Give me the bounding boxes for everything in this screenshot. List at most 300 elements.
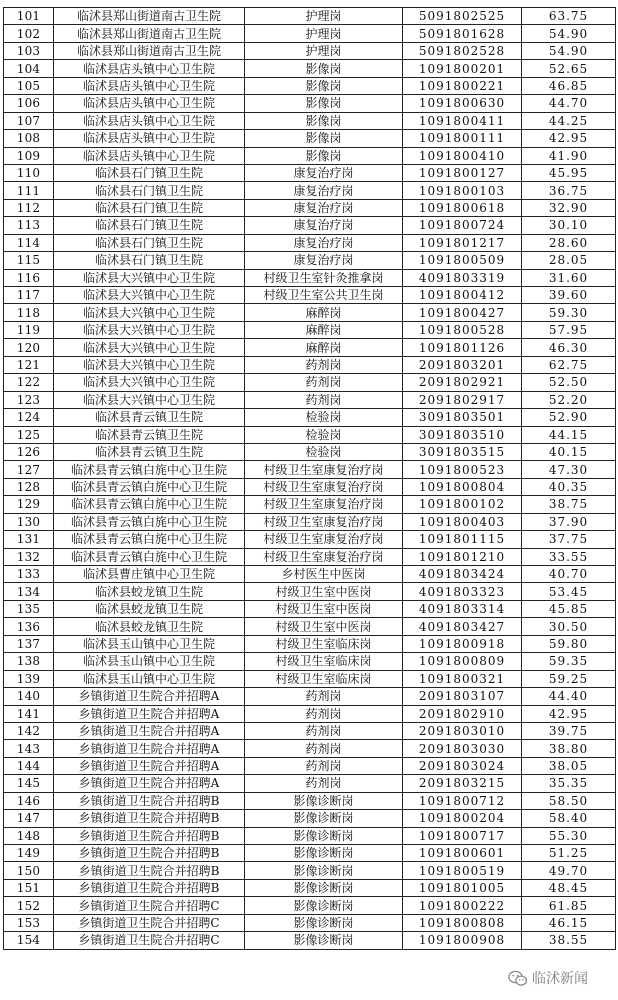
institution-cell: 临沭县郑山街道南古卫生院 <box>54 8 245 25</box>
table-row <box>4 932 616 949</box>
table-row <box>4 426 616 443</box>
exam-id-cell: 2091802921 <box>403 374 522 391</box>
row-number: 135 <box>4 600 54 617</box>
exam-id-cell: 2091803215 <box>403 775 522 792</box>
institution-cell: 临沭县青云镇卫生院 <box>54 426 245 443</box>
score-table-body <box>4 8 616 950</box>
score-cell: 37.90 <box>522 513 616 530</box>
table-row <box>4 757 616 774</box>
position-cell: 影像诊断岗 <box>245 897 403 914</box>
position-cell: 村级卫生室康复治疗岗 <box>245 548 403 565</box>
watermark-text: 临沭新闻 <box>532 971 588 987</box>
score-cell: 57.95 <box>522 321 616 338</box>
score-cell: 58.40 <box>522 810 616 827</box>
position-cell: 影像岗 <box>245 77 403 94</box>
table-row <box>4 653 616 670</box>
row-number: 147 <box>4 810 54 827</box>
score-cell: 59.35 <box>522 653 616 670</box>
position-cell: 村级卫生室临床岗 <box>245 670 403 687</box>
exam-id-cell: 1091800918 <box>403 635 522 652</box>
position-cell: 村级卫生室康复治疗岗 <box>245 461 403 478</box>
score-cell: 38.80 <box>522 740 616 757</box>
exam-id-cell: 1091801005 <box>403 879 522 896</box>
position-cell: 检验岗 <box>245 426 403 443</box>
exam-id-cell: 1091800509 <box>403 252 522 269</box>
table-row <box>4 95 616 112</box>
position-cell: 村级卫生室临床岗 <box>245 653 403 670</box>
institution-cell: 临沭县石门镇卫生院 <box>54 234 245 251</box>
row-number: 134 <box>4 583 54 600</box>
exam-id-cell: 1091800111 <box>403 130 522 147</box>
institution-cell: 临沭县青云镇白旄中心卫生院 <box>54 478 245 495</box>
institution-cell: 乡镇街道卫生院合并招聘A <box>54 688 245 705</box>
exam-id-cell: 1091801217 <box>403 234 522 251</box>
score-cell: 49.70 <box>522 862 616 879</box>
score-table <box>3 7 616 950</box>
row-number: 152 <box>4 897 54 914</box>
exam-id-cell: 1091800321 <box>403 670 522 687</box>
position-cell: 乡村医生中医岗 <box>245 566 403 583</box>
row-number: 123 <box>4 391 54 408</box>
row-number: 105 <box>4 77 54 94</box>
row-number: 124 <box>4 409 54 426</box>
table-row <box>4 25 616 42</box>
position-cell: 康复治疗岗 <box>245 164 403 181</box>
row-number: 125 <box>4 426 54 443</box>
score-cell: 40.15 <box>522 443 616 460</box>
exam-id-cell: 1091800630 <box>403 95 522 112</box>
row-number: 137 <box>4 635 54 652</box>
institution-cell: 临沭县大兴镇中心卫生院 <box>54 356 245 373</box>
table-row <box>4 478 616 495</box>
table-row <box>4 217 616 234</box>
row-number: 130 <box>4 513 54 530</box>
score-cell: 51.25 <box>522 845 616 862</box>
exam-id-cell: 1091800618 <box>403 199 522 216</box>
position-cell: 村级卫生室中医岗 <box>245 600 403 617</box>
table-row <box>4 775 616 792</box>
exam-id-cell: 2091802917 <box>403 391 522 408</box>
exam-id-cell: 1091800724 <box>403 217 522 234</box>
score-cell: 44.15 <box>522 426 616 443</box>
exam-id-cell: 4091803314 <box>403 600 522 617</box>
institution-cell: 临沭县大兴镇中心卫生院 <box>54 391 245 408</box>
exam-id-cell: 2091803010 <box>403 722 522 739</box>
institution-cell: 临沭县店头镇中心卫生院 <box>54 112 245 129</box>
score-cell: 39.60 <box>522 287 616 304</box>
position-cell: 影像岗 <box>245 130 403 147</box>
row-number: 117 <box>4 287 54 304</box>
row-number: 119 <box>4 321 54 338</box>
table-row <box>4 391 616 408</box>
exam-id-cell: 1091800601 <box>403 845 522 862</box>
row-number: 110 <box>4 164 54 181</box>
exam-id-cell: 2091803024 <box>403 757 522 774</box>
table-row <box>4 670 616 687</box>
position-cell: 检验岗 <box>245 409 403 426</box>
exam-id-cell: 3091803515 <box>403 443 522 460</box>
score-cell: 38.75 <box>522 496 616 513</box>
position-cell: 影像岗 <box>245 147 403 164</box>
exam-id-cell: 2091803030 <box>403 740 522 757</box>
table-row <box>4 740 616 757</box>
position-cell: 村级卫生室康复治疗岗 <box>245 478 403 495</box>
score-cell: 35.35 <box>522 775 616 792</box>
exam-id-cell: 1091800201 <box>403 60 522 77</box>
row-number: 103 <box>4 42 54 59</box>
table-row <box>4 147 616 164</box>
position-cell: 药剂岗 <box>245 775 403 792</box>
score-cell: 33.55 <box>522 548 616 565</box>
row-number: 104 <box>4 60 54 77</box>
exam-id-cell: 3091803501 <box>403 409 522 426</box>
score-cell: 38.05 <box>522 757 616 774</box>
exam-id-cell: 2091802910 <box>403 705 522 722</box>
score-cell: 53.45 <box>522 583 616 600</box>
row-number: 136 <box>4 618 54 635</box>
institution-cell: 临沭县店头镇中心卫生院 <box>54 77 245 94</box>
exam-id-cell: 1091800410 <box>403 147 522 164</box>
institution-cell: 临沭县郑山街道南古卫生院 <box>54 42 245 59</box>
score-cell: 28.60 <box>522 234 616 251</box>
position-cell: 药剂岗 <box>245 374 403 391</box>
exam-id-cell: 1091800717 <box>403 827 522 844</box>
row-number: 151 <box>4 879 54 896</box>
position-cell: 麻醉岗 <box>245 321 403 338</box>
score-cell: 52.50 <box>522 374 616 391</box>
table-row <box>4 688 616 705</box>
position-cell: 影像诊断岗 <box>245 845 403 862</box>
institution-cell: 临沭县郑山街道南古卫生院 <box>54 25 245 42</box>
table-row <box>4 827 616 844</box>
exam-id-cell: 1091800808 <box>403 914 522 931</box>
table-row <box>4 339 616 356</box>
score-cell: 32.90 <box>522 199 616 216</box>
institution-cell: 临沭县石门镇卫生院 <box>54 217 245 234</box>
table-row <box>4 199 616 216</box>
row-number: 139 <box>4 670 54 687</box>
exam-id-cell: 1091800412 <box>403 287 522 304</box>
exam-id-cell: 1091800103 <box>403 182 522 199</box>
row-number: 132 <box>4 548 54 565</box>
table-row <box>4 269 616 286</box>
table-row <box>4 879 616 896</box>
row-number: 142 <box>4 722 54 739</box>
row-number: 108 <box>4 130 54 147</box>
score-cell: 40.35 <box>522 478 616 495</box>
institution-cell: 临沭县大兴镇中心卫生院 <box>54 339 245 356</box>
exam-id-cell: 1091800523 <box>403 461 522 478</box>
position-cell: 影像岗 <box>245 60 403 77</box>
position-cell: 康复治疗岗 <box>245 234 403 251</box>
position-cell: 药剂岗 <box>245 688 403 705</box>
exam-id-cell: 2091803201 <box>403 356 522 373</box>
row-number: 126 <box>4 443 54 460</box>
score-cell: 59.25 <box>522 670 616 687</box>
exam-id-cell: 4091803424 <box>403 566 522 583</box>
score-cell: 37.75 <box>522 531 616 548</box>
position-cell: 村级卫生室针灸推拿岗 <box>245 269 403 286</box>
exam-id-cell: 5091801628 <box>403 25 522 42</box>
row-number: 144 <box>4 757 54 774</box>
score-cell: 59.30 <box>522 304 616 321</box>
institution-cell: 乡镇街道卫生院合并招聘A <box>54 757 245 774</box>
institution-cell: 临沭县大兴镇中心卫生院 <box>54 321 245 338</box>
score-cell: 44.40 <box>522 688 616 705</box>
institution-cell: 临沭县石门镇卫生院 <box>54 252 245 269</box>
table-row <box>4 164 616 181</box>
institution-cell: 乡镇街道卫生院合并招聘C <box>54 932 245 949</box>
position-cell: 药剂岗 <box>245 705 403 722</box>
table-row <box>4 130 616 147</box>
score-cell: 38.55 <box>522 932 616 949</box>
exam-id-cell: 2091803107 <box>403 688 522 705</box>
institution-cell: 临沭县玉山镇中心卫生院 <box>54 653 245 670</box>
position-cell: 护理岗 <box>245 42 403 59</box>
position-cell: 康复治疗岗 <box>245 182 403 199</box>
institution-cell: 乡镇街道卫生院合并招聘A <box>54 775 245 792</box>
score-cell: 45.95 <box>522 164 616 181</box>
exam-id-cell: 1091800127 <box>403 164 522 181</box>
institution-cell: 临沭县蛟龙镇卫生院 <box>54 583 245 600</box>
score-cell: 41.90 <box>522 147 616 164</box>
institution-cell: 临沭县蛟龙镇卫生院 <box>54 600 245 617</box>
position-cell: 护理岗 <box>245 8 403 25</box>
table-row <box>4 897 616 914</box>
position-cell: 影像诊断岗 <box>245 932 403 949</box>
row-number: 113 <box>4 217 54 234</box>
position-cell: 药剂岗 <box>245 740 403 757</box>
score-cell: 54.90 <box>522 42 616 59</box>
score-cell: 45.85 <box>522 600 616 617</box>
position-cell: 影像诊断岗 <box>245 914 403 931</box>
exam-id-cell: 1091800427 <box>403 304 522 321</box>
position-cell: 康复治疗岗 <box>245 252 403 269</box>
institution-cell: 临沭县青云镇卫生院 <box>54 409 245 426</box>
position-cell: 康复治疗岗 <box>245 199 403 216</box>
table-row <box>4 583 616 600</box>
institution-cell: 乡镇街道卫生院合并招聘B <box>54 827 245 844</box>
institution-cell: 乡镇街道卫生院合并招聘B <box>54 792 245 809</box>
exam-id-cell: 1091800804 <box>403 478 522 495</box>
position-cell: 影像诊断岗 <box>245 810 403 827</box>
score-cell: 42.95 <box>522 130 616 147</box>
score-cell: 52.65 <box>522 60 616 77</box>
table-row <box>4 810 616 827</box>
exam-id-cell: 1091800204 <box>403 810 522 827</box>
row-number: 115 <box>4 252 54 269</box>
institution-cell: 乡镇街道卫生院合并招聘B <box>54 810 245 827</box>
institution-cell: 临沭县店头镇中心卫生院 <box>54 147 245 164</box>
table-row <box>4 531 616 548</box>
table-row <box>4 845 616 862</box>
institution-cell: 临沭县石门镇卫生院 <box>54 164 245 181</box>
position-cell: 影像岗 <box>245 95 403 112</box>
institution-cell: 乡镇街道卫生院合并招聘A <box>54 740 245 757</box>
row-number: 101 <box>4 8 54 25</box>
position-cell: 影像岗 <box>245 112 403 129</box>
row-number: 145 <box>4 775 54 792</box>
institution-cell: 临沭县青云镇白旄中心卫生院 <box>54 461 245 478</box>
score-cell: 61.85 <box>522 897 616 914</box>
exam-id-cell: 4091803427 <box>403 618 522 635</box>
row-number: 120 <box>4 339 54 356</box>
table-row <box>4 374 616 391</box>
table-row <box>4 705 616 722</box>
table-row <box>4 722 616 739</box>
institution-cell: 临沭县青云镇白旄中心卫生院 <box>54 496 245 513</box>
row-number: 143 <box>4 740 54 757</box>
table-row <box>4 566 616 583</box>
table-row <box>4 287 616 304</box>
table-row <box>4 60 616 77</box>
row-number: 129 <box>4 496 54 513</box>
score-cell: 44.70 <box>522 95 616 112</box>
row-number: 118 <box>4 304 54 321</box>
position-cell: 药剂岗 <box>245 356 403 373</box>
table-row <box>4 409 616 426</box>
score-cell: 46.30 <box>522 339 616 356</box>
position-cell: 药剂岗 <box>245 391 403 408</box>
table-row <box>4 496 616 513</box>
position-cell: 药剂岗 <box>245 757 403 774</box>
table-row <box>4 461 616 478</box>
institution-cell: 乡镇街道卫生院合并招聘C <box>54 897 245 914</box>
table-row <box>4 77 616 94</box>
institution-cell: 临沭县曹庄镇中心卫生院 <box>54 566 245 583</box>
table-row <box>4 234 616 251</box>
score-cell: 36.75 <box>522 182 616 199</box>
row-number: 133 <box>4 566 54 583</box>
row-number: 149 <box>4 845 54 862</box>
position-cell: 村级卫生室中医岗 <box>245 583 403 600</box>
score-cell: 52.20 <box>522 391 616 408</box>
position-cell: 影像诊断岗 <box>245 862 403 879</box>
institution-cell: 临沭县玉山镇中心卫生院 <box>54 635 245 652</box>
score-cell: 58.50 <box>522 792 616 809</box>
position-cell: 麻醉岗 <box>245 339 403 356</box>
position-cell: 村级卫生室康复治疗岗 <box>245 513 403 530</box>
row-number: 146 <box>4 792 54 809</box>
exam-id-cell: 1091800102 <box>403 496 522 513</box>
score-cell: 30.10 <box>522 217 616 234</box>
table-row <box>4 252 616 269</box>
table-row <box>4 618 616 635</box>
institution-cell: 临沭县店头镇中心卫生院 <box>54 95 245 112</box>
institution-cell: 临沭县蛟龙镇卫生院 <box>54 618 245 635</box>
score-cell: 31.60 <box>522 269 616 286</box>
position-cell: 影像诊断岗 <box>245 792 403 809</box>
row-number: 128 <box>4 478 54 495</box>
exam-id-cell: 1091800222 <box>403 897 522 914</box>
score-cell: 52.90 <box>522 409 616 426</box>
exam-id-cell: 1091800809 <box>403 653 522 670</box>
exam-id-cell: 1091800712 <box>403 792 522 809</box>
table-row <box>4 862 616 879</box>
institution-cell: 临沭县石门镇卫生院 <box>54 182 245 199</box>
position-cell: 药剂岗 <box>245 722 403 739</box>
score-cell: 54.90 <box>522 25 616 42</box>
institution-cell: 乡镇街道卫生院合并招聘C <box>54 914 245 931</box>
table-row <box>4 914 616 931</box>
institution-cell: 临沭县石门镇卫生院 <box>54 199 245 216</box>
position-cell: 护理岗 <box>245 25 403 42</box>
institution-cell: 临沭县大兴镇中心卫生院 <box>54 287 245 304</box>
table-row <box>4 792 616 809</box>
row-number: 131 <box>4 531 54 548</box>
institution-cell: 临沭县玉山镇中心卫生院 <box>54 670 245 687</box>
exam-id-cell: 5091802525 <box>403 8 522 25</box>
score-cell: 40.70 <box>522 566 616 583</box>
row-number: 116 <box>4 269 54 286</box>
position-cell: 检验岗 <box>245 443 403 460</box>
exam-id-cell: 1091801126 <box>403 339 522 356</box>
row-number: 138 <box>4 653 54 670</box>
watermark <box>508 968 588 988</box>
exam-id-cell: 1091800519 <box>403 862 522 879</box>
institution-cell: 临沭县店头镇中心卫生院 <box>54 130 245 147</box>
table-row <box>4 356 616 373</box>
row-number: 122 <box>4 374 54 391</box>
institution-cell: 乡镇街道卫生院合并招聘A <box>54 705 245 722</box>
position-cell: 康复治疗岗 <box>245 217 403 234</box>
position-cell: 影像诊断岗 <box>245 827 403 844</box>
row-number: 154 <box>4 932 54 949</box>
position-cell: 影像诊断岗 <box>245 879 403 896</box>
exam-id-cell: 1091800908 <box>403 932 522 949</box>
row-number: 106 <box>4 95 54 112</box>
institution-cell: 临沭县青云镇白旄中心卫生院 <box>54 531 245 548</box>
row-number: 111 <box>4 182 54 199</box>
position-cell: 村级卫生室康复治疗岗 <box>245 531 403 548</box>
score-cell: 59.80 <box>522 635 616 652</box>
table-row <box>4 321 616 338</box>
row-number: 127 <box>4 461 54 478</box>
institution-cell: 临沭县店头镇中心卫生院 <box>54 60 245 77</box>
exam-id-cell: 1091801210 <box>403 548 522 565</box>
table-row <box>4 8 616 25</box>
row-number: 153 <box>4 914 54 931</box>
institution-cell: 乡镇街道卫生院合并招聘B <box>54 862 245 879</box>
institution-cell: 乡镇街道卫生院合并招聘B <box>54 879 245 896</box>
score-cell: 39.75 <box>522 722 616 739</box>
row-number: 102 <box>4 25 54 42</box>
score-cell: 63.75 <box>522 8 616 25</box>
score-cell: 62.75 <box>522 356 616 373</box>
table-row <box>4 182 616 199</box>
row-number: 107 <box>4 112 54 129</box>
institution-cell: 临沭县大兴镇中心卫生院 <box>54 269 245 286</box>
score-cell: 55.30 <box>522 827 616 844</box>
table-row <box>4 548 616 565</box>
row-number: 150 <box>4 862 54 879</box>
table-row <box>4 42 616 59</box>
institution-cell: 乡镇街道卫生院合并招聘B <box>54 845 245 862</box>
institution-cell: 临沭县大兴镇中心卫生院 <box>54 304 245 321</box>
position-cell: 村级卫生室临床岗 <box>245 635 403 652</box>
score-cell: 46.15 <box>522 914 616 931</box>
exam-id-cell: 4091803319 <box>403 269 522 286</box>
position-cell: 麻醉岗 <box>245 304 403 321</box>
exam-id-cell: 1091800403 <box>403 513 522 530</box>
exam-id-cell: 1091801115 <box>403 531 522 548</box>
score-cell: 44.25 <box>522 112 616 129</box>
institution-cell: 临沭县青云镇白旄中心卫生院 <box>54 513 245 530</box>
institution-cell: 临沭县大兴镇中心卫生院 <box>54 374 245 391</box>
score-cell: 47.30 <box>522 461 616 478</box>
position-cell: 村级卫生室公共卫生岗 <box>245 287 403 304</box>
exam-id-cell: 4091803323 <box>403 583 522 600</box>
